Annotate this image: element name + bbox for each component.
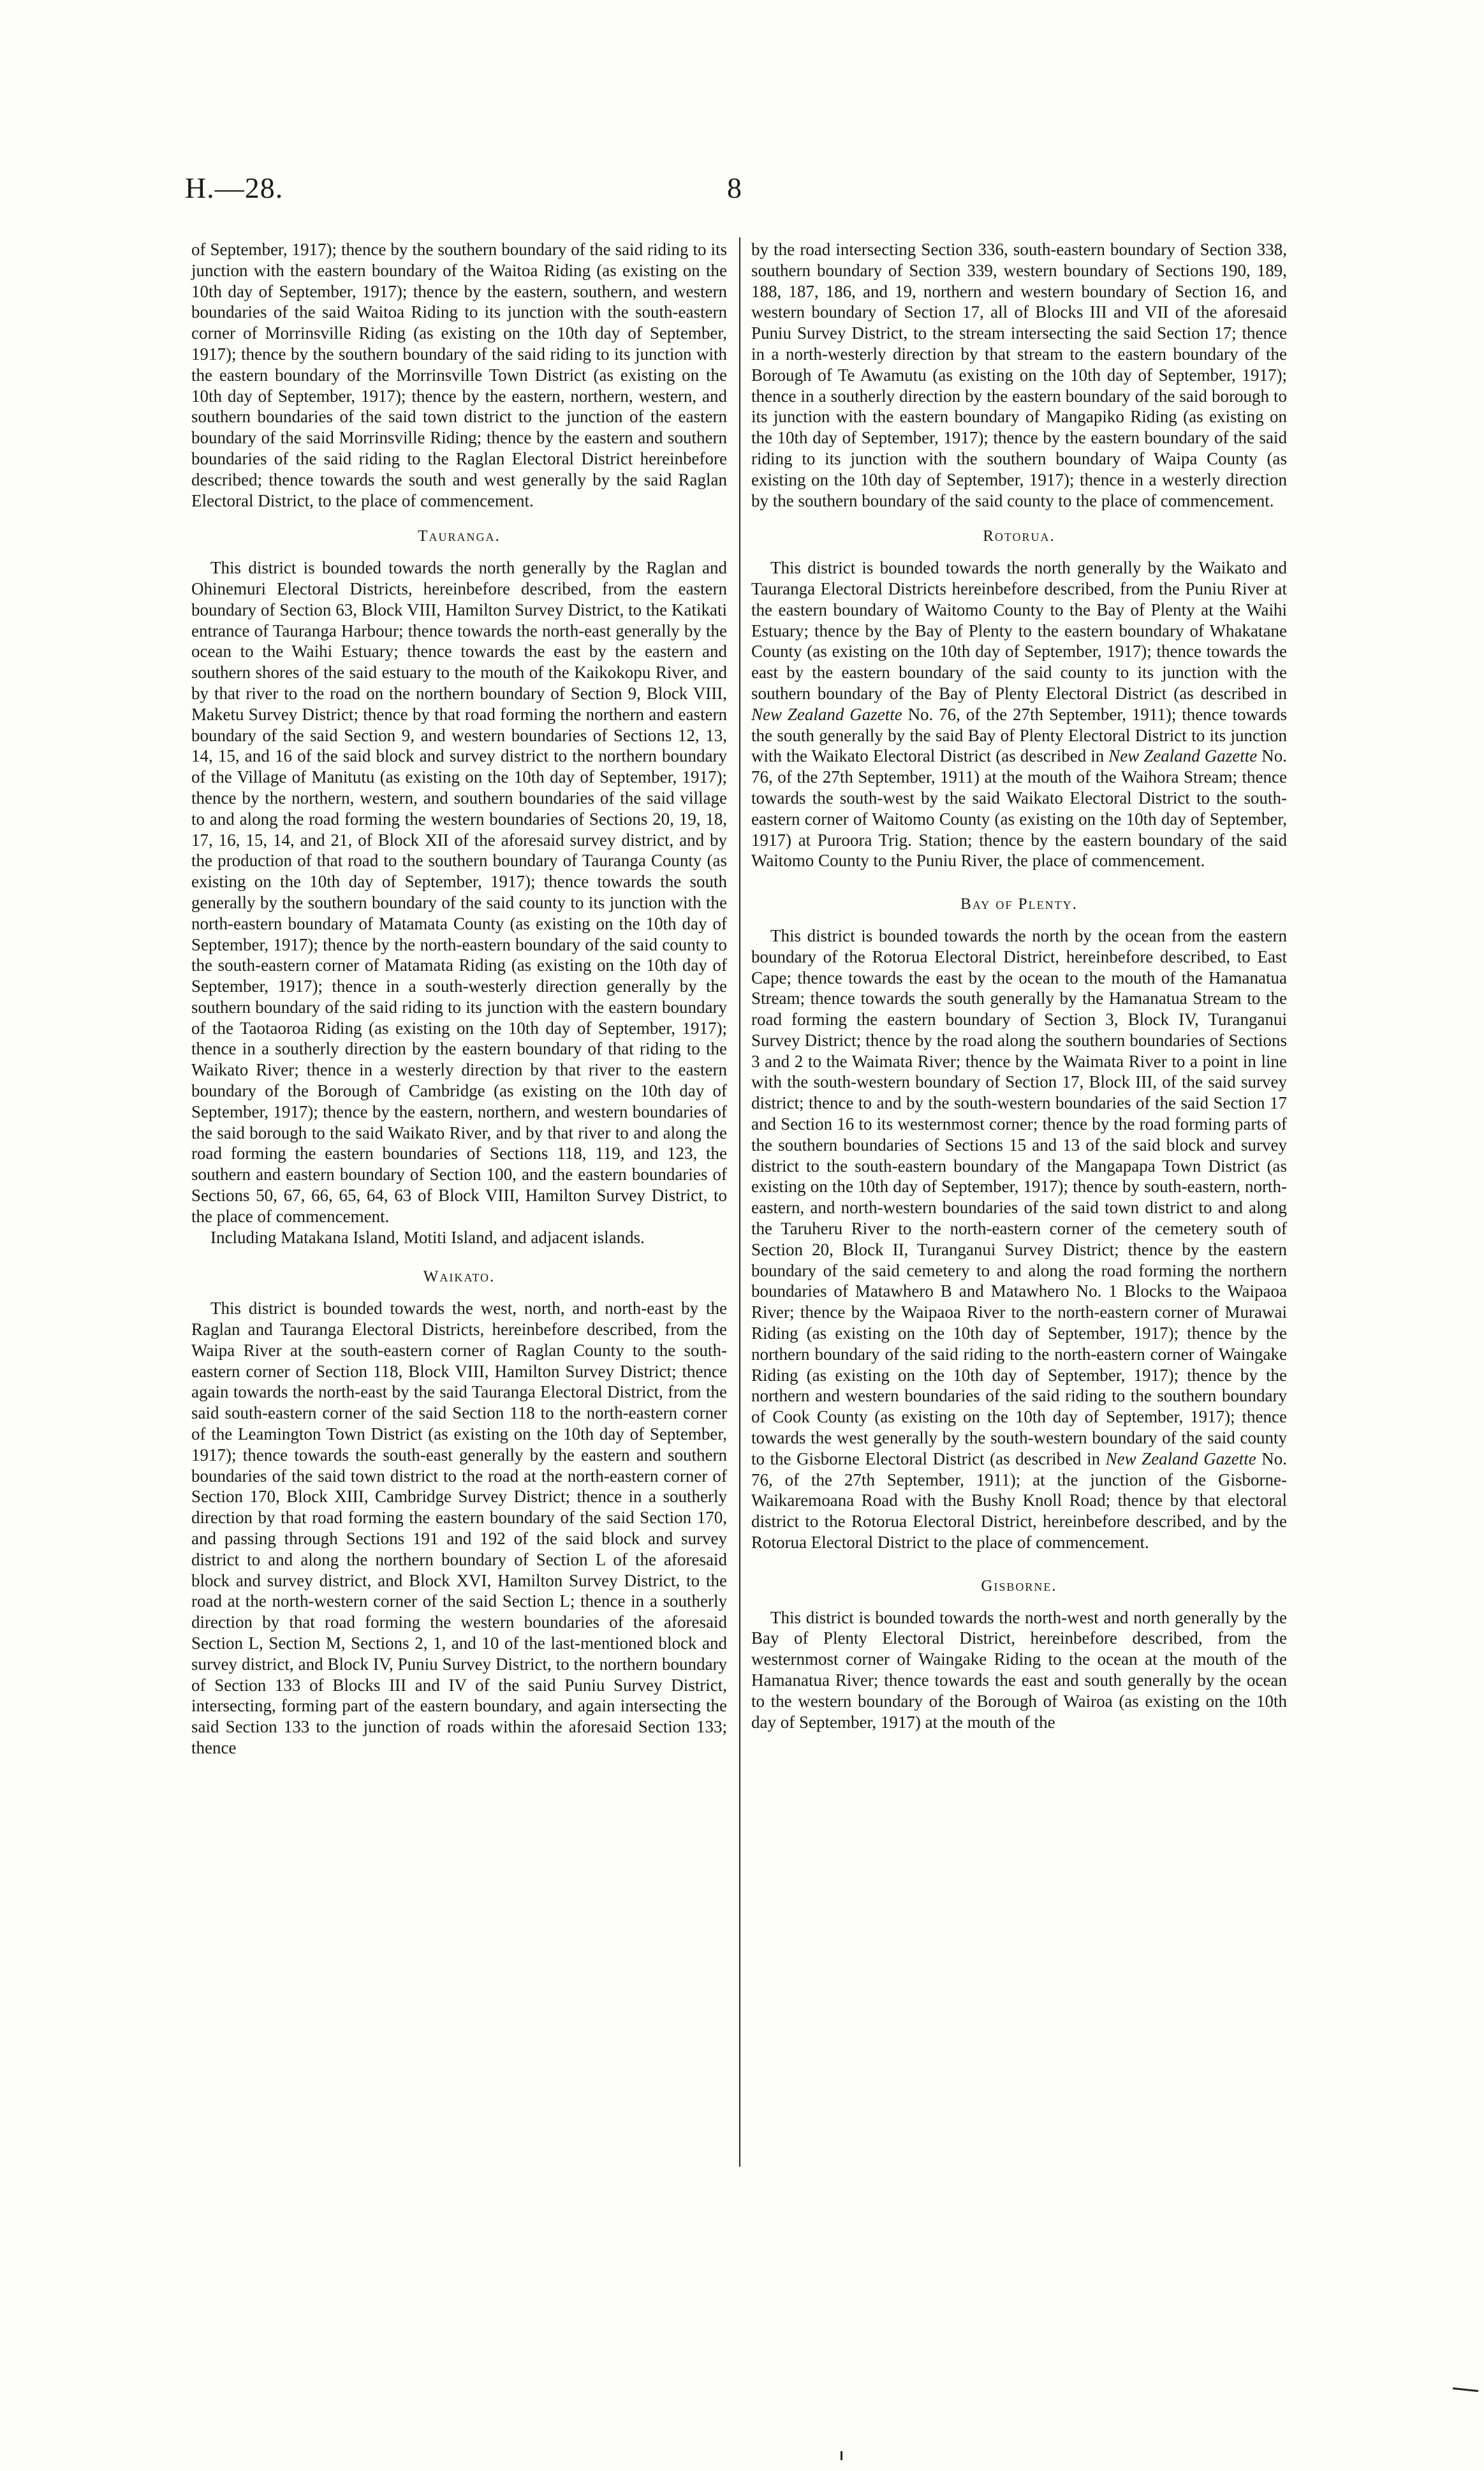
paragraph — [751, 926, 1287, 1553]
scan-mark — [1453, 2387, 1478, 2392]
paragraph: This district is bounded towards the north generally by the Raglan and Ohinemuri Electoral Districts, hereinbefore described, from the eastern boundary of Section 63, Block VIII, Hamilton Survey District, to the Katikati entrance of Tauranga Harbour; thence towards the north-east generally by the ocean to the Waihi Estuary; thence towards the east by the eastern and southern shores of the said estuary to the mouth of the Kaikokopu River, and by that river to the road on the northern boundary of Section 9, Block VIII, Maketu Survey District; thence by that road forming the northern and eastern boundary of the said Section 9, and western boundaries of Sections 12, 13, 14, 15, and 16 of the said block and survey district to the northern boundary of the Village of Manitutu (as existing on the 10th day of September, 1917); thence by the northern, western, and southern boundaries of the said village to and along the road forming the western boundaries of Sections 20, 19, 18, 17, 16, 15, 14, and 21, of Block XII of the aforesaid survey district, and by the production of that road to the southern boundary of Tauranga County (as existing on the 10th day of September, 1917); thence towards the south generally by the southern boundary of the said county to its junction with the north-eastern boundary of Matamata County (as existing on the 10th day of September, 1917); thence by the north-eastern boundary of the said county to the south-eastern corner of Matamata Riding (as existing on the 10th day of September, 1917); thence in a south-westerly direction generally by the southern boundary of the said riding to its junction with the eastern boundary of the Taotaoroa Riding (as existing on the 10th day of September, 1917); thence in a southerly direction by the eastern boundary of that riding to the Waikato River; thence in a westerly direction by that river to the eastern boundary of the Borough of Cambridge (as existing on the 10th day of September, 1917); thence by the eastern, northern, and western boundaries of the said borough to the said Waikato River, and by that river to and along the road forming the eastern boundaries of Sections 118, 119, and 123, the southern and eastern boundary of Section 100, and the eastern boundaries of Sections 50, 67, 66, 65, 64, 63 of Block VIII, Hamilton Survey District, to the place of commencement. — [191, 558, 727, 1226]
paragraph: This district is bounded towards the north-west and north generally by the Bay of Plenty Electoral District, hereinbefore described, from the westernmost corner of Waingake Riding to the ocean at the mouth of the Hamanatua River; thence towards the east and south generally by the ocean to the western boundary of the Borough of Wairoa (as existing on the 10th day of September, 1917) at the mouth of the — [751, 1607, 1287, 1732]
gazette-title: New Zealand Gazette — [751, 704, 902, 724]
scan-mark — [841, 2451, 842, 2460]
text-run: No. 76, of the 27th September, 1911) at the mouth of the Waihora Stream; thence towards the south-west by the said Waikato Electoral District to the south-eastern corner of Waitomo County (as existing on the 10th day of September, 1917) at Puroora Trig. Station; thence by the eastern boundary of the said Waitomo County to the Puniu River, the place of commencement. — [751, 746, 1287, 871]
document-reference: H.—28. — [185, 172, 284, 204]
paragraph: by the road intersecting Section 336, south-eastern boundary of Section 338, southern boundary of Section 339, western boundary of Sections 190, 189, 188, 187, 186, and 19, northern and western boundary of Section 16, and western boundary of Section 17, all of Blocks III and VII of the aforesaid Puniu Survey District, to the stream intersecting the said Section 17; thence in a north-westerly direction by that stream to the eastern boundary of the Borough of Te Awamutu (as existing on the 10th day of September, 1917); thence in a southerly direction by the eastern boundary of the said borough to its junction with the eastern boundary of Mangapiko Riding (as existing on the 10th day of September, 1917); thence by the eastern boundary of the said riding to its junction with the southern boundary of Waipa County (as existing on the 10th day of September, 1917); thence in a westerly direction by the southern boundary of the said county to the place of commencement. — [751, 240, 1287, 510]
section-heading-bay-of-plenty: Bay of Plenty. — [960, 896, 1078, 913]
page-number: 8 — [727, 172, 742, 204]
paragraph: of September, 1917); thence by the southern boundary of the said riding to its junction with the eastern boundary of the Waitoa Riding (as existing on the 10th day of September, 1917); thence by the eastern, southern, and western boundaries of the said Waitoa Riding to its junction with the south-eastern corner of Morrinsville Riding (as existing on the 10th day of September, 1917); thence by the southern boundary of the said riding to its junction with the eastern boundary of the Morrinsville Town District (as existing on the 10th day of September, 1917); thence by the eastern, northern, western, and southern boundaries of the said town district to the junction of the eastern boundary of the said Morrinsville Riding; thence by the eastern and southern boundaries of the said riding to the Raglan Electoral District hereinbefore described; thence towards the south and west generally by the said Raglan Electoral District, to the place of commencement. — [191, 240, 727, 510]
paragraph — [751, 557, 1287, 871]
gazette-title: New Zealand Gazette — [1105, 1449, 1256, 1468]
column-divider — [739, 237, 740, 2167]
text-run: This district is bounded towards the north generally by the Waikato and Tauranga Electoral Districts hereinbefore described, from the Puniu River at the eastern boundary of Waitomo County to the Bay of Plenty at the Waihi Estuary; thence by the Bay of Plenty to the eastern boundary of Whakatane County (as existing on the 10th day of September, 1917); thence towards the east by the eastern boundary of the said county to its junction with the southern boundary of the Bay of Plenty Electoral District (as described in — [751, 558, 1287, 703]
paragraph: This district is bounded towards the west, north, and north-east by the Raglan and Tauranga Electoral Districts, hereinbefore described, from the Waipa River at the south-eastern corner of Raglan County to the south-eastern corner of Section 118, Block VIII, Hamilton Survey District; thence again towards the north-east by the said Tauranga Electoral District, from the said south-eastern corner of the said Section 118 to the north-eastern corner of the Leamington Town District (as existing on the 10th day of September, 1917); thence towards the south-east generally by the eastern and southern boundaries of the said town district to the road at the north-eastern corner of Section 170, Block XIII, Cambridge Survey District; thence in a southerly direction by that road forming the eastern boundary of the said Section 170, and passing through Sections 191 and 192 of the said block and survey district to and along the northern boundary of Section L of the aforesaid block and survey district, and Block XVI, Hamilton Survey District, to the road at the north-western corner of the said Section L; thence in a southerly direction by that road forming the western boundaries of the aforesaid Section L, Section M, Sections 2, 1, and 10 of the last-mentioned block and survey district, and Block IV, Puniu Survey District, to the northern boundary of Section 133 of Blocks III and IV of the said Puniu Survey District, intersecting, forming part of the eastern boundary, and again intersecting the said Section 133 to the junction of roads within the aforesaid Section 133; thence — [191, 1299, 727, 1757]
left-column — [191, 239, 727, 1759]
section-heading-tauranga: Tauranga. — [418, 527, 501, 545]
right-column — [751, 239, 1287, 1732]
page-header — [0, 171, 1484, 222]
paragraph: Including Matakana Island, Motiti Island, and adjacent islands. — [210, 1227, 645, 1247]
text-run: No. 76, of the 27th September, 1911); thence towards the south generally by the said Bay of Plenty Electoral District to its junction with the Waikato Electoral District (as described in — [751, 704, 1287, 766]
gazette-title: New Zealand Gazette — [1108, 746, 1258, 766]
section-heading-rotorua: Rotorua. — [983, 527, 1055, 545]
text-run: This district is bounded towards the north by the ocean from the eastern boundary of the Rotorua Electoral District, hereinbefore described, to East Cape; thence towards the east by the ocean to the mouth of the Hamanatua Stream; thence towards the south generally by the Hamanatua Stream to the road forming the eastern boundary of Section 3, Block IV, Turanganui Survey District; thence by the road along the southern boundaries of Sections 3 and 2 to the Waimata River; thence by the Waimata River to a point in line with the south-western boundary of Section 17, Block III, of the said survey district; thence to and by the south-western boundaries of the said Section 17 and Section 16 to its westernmost corner; thence by the road forming parts of the southern boundaries of Sections 15 and 13 of the said block and survey district to the south-eastern boundary of the Mangapapa Town District (as existing on the 10th day of September, 1917); thence by south-eastern, north-eastern, and north-western boundaries of the said town district to and along the Taruheru River to the north-eastern corner of the cemetery south of Section 20, Block II, Turanganui Survey District; thence by the eastern boundary of the said cemetery to and along the road forming the northern boundaries of Matawhero B and Matawhero No. 1 Blocks to the Waipaoa River; thence by the Waipaoa River to the north-eastern corner of Murawai Riding (as existing on the 10th day of September, 1917); thence by the northern boundary of the said riding to the north-eastern corner of Waingake Riding (as existing on the 10th day of September, 1917); thence by the northern and western boundaries of the said riding to the southern boundary of Cook County (as existing on the 10th day of September, 1917); thence towards the west generally by the south-western boundary of the said county to the Gisborne Electoral District (as described in — [751, 926, 1287, 1468]
section-heading-gisborne: Gisborne. — [981, 1577, 1057, 1595]
section-heading-waikato: Waikato. — [423, 1268, 496, 1286]
text-run: No. 76, of the 27th September, 1911); at the junction of the Gisborne-Waikaremoana Road with the Bushy Knoll Road; thence by that electoral district to the Rotorua Electoral District, hereinbefore described, and by the Rotorua Electoral District to the place of commencement. — [751, 1449, 1287, 1553]
